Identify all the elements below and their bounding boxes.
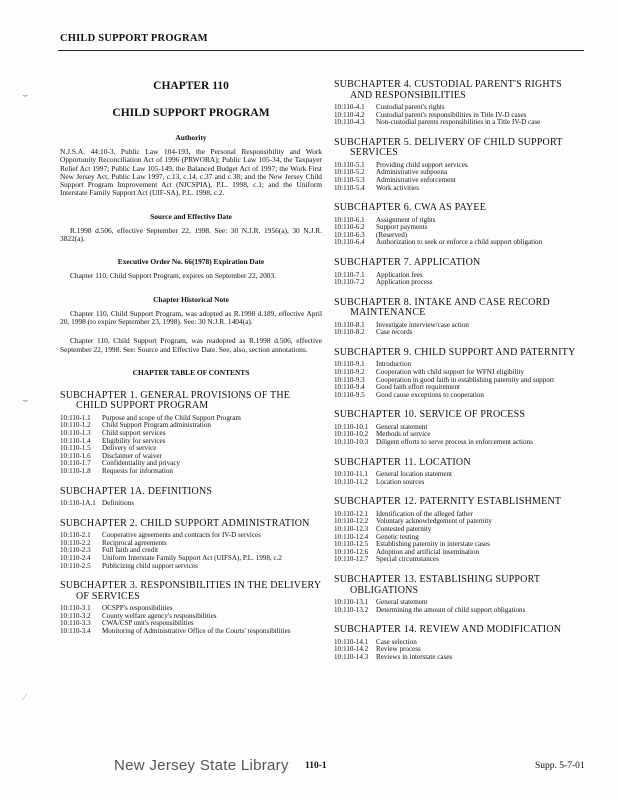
section-title: Administrative subpoena <box>376 168 448 177</box>
section-entry <box>334 279 584 287</box>
section-number: 10:110-9.2 <box>334 368 365 376</box>
section-list <box>60 415 322 476</box>
section-list <box>60 532 322 570</box>
section-entry <box>334 224 584 232</box>
section-list <box>334 104 584 127</box>
source-heading: Source and Effective Date <box>150 211 232 221</box>
section-list <box>334 599 584 614</box>
section-title: Reviews in interstate cases <box>376 652 453 661</box>
section-entry <box>334 217 584 225</box>
section-title: Uniform Interstate Family Support Act (UIFSA), P.L. 1998, c.2 <box>102 553 282 562</box>
section-number: 10:110-7.1 <box>334 270 365 279</box>
section-title: Contested paternity <box>376 525 432 534</box>
section-title: Genetic testing <box>376 532 419 541</box>
section-entry <box>334 177 584 185</box>
executive-order-heading: Executive Order No. 66(1978) Expiration Date <box>117 257 265 267</box>
section-number: 10:110-7.2 <box>334 278 365 287</box>
subchapter-title: SUBCHAPTER 5. DELIVERY OF CHILD SUPPORT SERVICES <box>334 136 563 159</box>
section-number: 10:110-2.1 <box>60 531 91 540</box>
section-number: 10:110-2.5 <box>60 561 91 570</box>
section-entry <box>334 439 584 447</box>
section-entry <box>334 526 584 534</box>
section-title: Monitoring of Administrative Office of the Courts' responsibilities <box>102 626 291 635</box>
section-number: 10:110-9.4 <box>334 383 365 392</box>
section-number: 10:110-8.1 <box>334 320 365 329</box>
section-title: Full faith and credit <box>102 546 159 555</box>
section-title: Child Support Program administration <box>102 421 211 430</box>
section-number: 10:110-2.3 <box>60 546 91 555</box>
margin-mark-bottom: ∕ <box>24 692 26 703</box>
section-entry <box>60 445 322 453</box>
section-title: Authorization to seek or enforce a child support obligation <box>376 238 543 247</box>
section-number: 10:110-3.4 <box>60 626 91 635</box>
section-number: 10:110-5.4 <box>334 183 365 192</box>
section-entry <box>60 460 322 468</box>
section-entry <box>334 479 584 487</box>
page-number: 110-1 <box>305 761 327 771</box>
section-title: Cooperation with child support for WFNJ eligibility <box>376 368 525 376</box>
section-number: 10:110-2.4 <box>60 553 91 562</box>
section-entry <box>334 556 584 564</box>
section-number: 10:110-1A.1 <box>60 499 96 508</box>
section-entry <box>60 532 322 540</box>
section-number: 10:110-11.2 <box>334 477 368 486</box>
section-title: Identification of the alleged father <box>376 509 473 518</box>
section-title: Delivery of service <box>102 444 157 453</box>
margin-mark-top: ⌣ <box>22 90 29 101</box>
section-list <box>334 322 584 337</box>
section-title: Work activities <box>376 183 419 192</box>
margin-mark-middle: ⌣ <box>22 395 29 406</box>
authority-text: N.J.S.A. 44:10-3, Public Law 104-193, the Personal Responsibility and Work Opportunity Reconciliation Act of 1996 (PRWORA); Public Law 105-34, the Taxpayer Relief Act 1997; Public Law 105-149, the Balanced Budget Act of 1997; the Work First New Jersey Act, Public Law 1997, c.13, c.14, c.37 and c.38; and the New Jersey Child Support Program Improvement Act (NJCSPIA), P.L. 1998, c.1; and the Uniform Interstate Family Support Act (UIF-SA), P.L. 1998, c.2. <box>60 147 322 198</box>
historical-note-heading: Chapter Historical Note <box>153 294 229 304</box>
section-title: Reciprocal agreements <box>102 538 167 547</box>
section-entry <box>60 438 322 446</box>
section-title: Application fees <box>376 270 423 279</box>
section-title: Administrative enforcement <box>376 175 456 184</box>
section-number: 10:110-13.2 <box>334 605 369 614</box>
section-number: 10:110-12.6 <box>334 547 369 556</box>
section-number: 10:110-1.5 <box>60 444 91 453</box>
source-text: R.1998 d.506, effective September 22, 1998. See: 30 N.J.R. 1956(a), 30 N.J.R. 3822(a). <box>60 225 322 244</box>
section-entry <box>60 563 322 571</box>
section-number: 10:110-1.3 <box>60 429 91 438</box>
section-title: Purpose and scope of the Child Support Program <box>102 413 241 422</box>
section-title: Requests for information <box>102 467 173 476</box>
subchapter-title: SUBCHAPTER 7. APPLICATION <box>334 257 481 269</box>
section-title: Application process <box>376 278 433 287</box>
section-entry <box>60 422 322 430</box>
subchapter-title: SUBCHAPTER 14. REVIEW AND MODIFICATION <box>334 624 562 636</box>
section-number: 10:110-3.2 <box>60 611 91 620</box>
section-list <box>334 424 584 447</box>
section-list <box>60 500 322 508</box>
section-number: 10:110-6.3 <box>334 230 365 239</box>
section-title: (Reserved) <box>376 230 408 239</box>
subchapter-title: SUBCHAPTER 4. CUSTODIAL PARENT'S RIGHTS AND RESPONSIBILITIES <box>334 79 562 101</box>
section-entry <box>334 162 584 170</box>
subchapter-title: SUBCHAPTER 3. RESPONSIBILITIES IN THE DELIVERY OF SERVICES <box>60 580 321 602</box>
section-number: 10:110-1.8 <box>60 467 91 476</box>
section-title: Special circumstances <box>376 555 439 564</box>
section-list <box>60 605 322 635</box>
supplement-date: Supp. 5-7-01 <box>535 761 585 771</box>
subchapter-title: SUBCHAPTER 6. CWA AS PAYEE <box>334 202 487 214</box>
section-number: 10:110-8.2 <box>334 328 365 337</box>
section-title: Cooperation in good faith in establishing paternity and support <box>376 375 555 384</box>
section-number: 10:110-14.3 <box>334 652 369 661</box>
section-entry <box>334 607 584 615</box>
section-title: Providing child support services <box>376 160 468 169</box>
section-number: 10:110-4.3 <box>334 118 365 127</box>
library-logo: New Jersey State Library <box>114 757 289 774</box>
section-title: Introduction <box>376 360 412 369</box>
left-column <box>60 80 322 647</box>
section-title: Assignment of rights <box>376 215 436 224</box>
section-title: General location statement <box>376 470 453 479</box>
section-title: Case records <box>376 328 413 337</box>
section-title: Good faith effort requirement <box>376 383 460 392</box>
section-entry <box>60 628 322 636</box>
section-title: Custodial parent's responsibilities in Title IV-D cases <box>376 110 527 119</box>
section-title: OCSPP's responsibilities <box>102 604 173 613</box>
subchapter-title: SUBCHAPTER 10. SERVICE OF PROCESS <box>334 409 526 421</box>
executive-order-text: Chapter 110, Child Support Program, expires on September 22, 2003. <box>70 271 277 281</box>
section-title: Support payments <box>376 223 428 232</box>
section-number: 10:110-9.3 <box>334 375 365 384</box>
section-number: 10:110-12.2 <box>334 517 369 526</box>
section-entry <box>334 272 584 280</box>
section-title: Publicizing child support services <box>102 561 198 570</box>
section-title: Determining the amount of child support obligations <box>376 605 526 614</box>
section-number: 10:110-12.1 <box>334 509 369 518</box>
subchapter-title: SUBCHAPTER 8. INTAKE AND CASE RECORD MAINTENANCE <box>334 296 550 319</box>
section-number: 10:110-12.5 <box>334 540 369 549</box>
section-number: 10:110-5.2 <box>334 168 365 177</box>
section-title: Establishing paternity in interstate cases <box>376 540 490 549</box>
section-entry <box>334 169 584 177</box>
section-list <box>334 162 584 192</box>
section-entry <box>334 119 584 127</box>
section-number: 10:110-4.2 <box>334 110 365 119</box>
section-title: General statement <box>376 598 428 606</box>
section-entry <box>334 549 584 557</box>
section-entry <box>60 500 322 508</box>
section-number: 10:110-12.4 <box>334 532 369 541</box>
section-entry <box>334 518 584 526</box>
section-title: Cooperative agreements and contracts for IV-D services <box>102 531 261 540</box>
section-number: 10:110-12.3 <box>334 525 369 534</box>
section-number: 10:110-14.1 <box>334 637 369 646</box>
section-entry <box>334 239 584 247</box>
section-entry <box>334 322 584 330</box>
section-number: 10:110-9.1 <box>334 360 365 369</box>
section-entry <box>60 430 322 438</box>
authority-heading: Authority <box>175 133 207 142</box>
section-title: CWA/CSP unit's responsibilities <box>102 619 194 628</box>
section-title: Custodial parent's rights <box>376 103 445 111</box>
section-title: Eligibility for services <box>102 436 166 445</box>
section-number: 10:110-1.6 <box>60 451 91 460</box>
section-list <box>334 361 584 399</box>
section-number: 10:110-1.4 <box>60 436 91 445</box>
section-entry <box>60 468 322 476</box>
section-list <box>334 511 584 564</box>
section-number: 10:110-4.1 <box>334 103 365 111</box>
section-number: 10:110-14.2 <box>334 645 369 654</box>
section-number: 10:110-12.7 <box>334 555 369 564</box>
right-toc <box>334 80 584 661</box>
section-title: Definitions <box>102 499 134 508</box>
historical-note-para-1: Chapter 110, Child Support Program, was adopted as R.1998 d.189, effective April 20, 1998 (to expire September 23, 1998). See: 30 N.J.R. 1404(a). <box>60 308 322 326</box>
section-number: 10:110-10.1 <box>334 422 369 431</box>
section-number: 10:110-5.3 <box>334 175 365 184</box>
section-title: General statement <box>376 422 428 431</box>
section-number: 10:110-9.5 <box>334 390 365 399</box>
right-column <box>334 80 584 672</box>
section-number: 10:110-5.1 <box>334 160 365 169</box>
section-title: County welfare agency's responsibilities <box>102 611 217 620</box>
section-title: Voluntary acknowledgement of paternity <box>376 517 492 526</box>
section-number: 10:110-6.1 <box>334 215 365 224</box>
section-list <box>334 217 584 247</box>
section-number: 10:110-1.7 <box>60 459 91 468</box>
section-list <box>334 272 584 287</box>
subchapter-title: SUBCHAPTER 12. PATERNITY ESTABLISHMENT <box>334 496 562 508</box>
section-number: 10:110-13.1 <box>334 598 369 606</box>
section-title: Good cause exceptions to cooperation <box>376 390 484 399</box>
section-number: 10:110-1.1 <box>60 413 91 422</box>
section-number: 10:110-1.2 <box>60 421 91 430</box>
section-entry <box>60 453 322 461</box>
section-title: Methods of service <box>376 430 431 439</box>
section-number: 10:110-6.4 <box>334 238 365 247</box>
section-title: Investigate interview/case action <box>376 320 469 329</box>
section-entry <box>334 639 584 647</box>
chapter-title: CHILD SUPPORT PROGRAM <box>112 107 270 119</box>
section-number: 10:110-3.3 <box>60 619 91 628</box>
section-entry <box>334 646 584 654</box>
section-entry <box>334 185 584 193</box>
section-entry <box>334 471 584 479</box>
section-title: Diligent efforts to serve process in enforcement actions <box>376 438 533 447</box>
section-number: 10:110-11.1 <box>334 470 368 479</box>
section-title: Location sources <box>376 477 425 486</box>
subchapter-title: SUBCHAPTER 1. GENERAL PROVISIONS OF THE CHILD SUPPORT PROGRAM <box>60 389 291 412</box>
chapter-number: CHAPTER 110 <box>153 80 229 92</box>
section-title: Confidentiality and privacy <box>102 459 181 468</box>
section-number: 10:110-2.2 <box>60 538 91 547</box>
section-title: Review process <box>376 645 421 654</box>
section-entry <box>334 329 584 337</box>
subchapter-title: SUBCHAPTER 13. ESTABLISHING SUPPORT OBLIGATIONS <box>334 574 541 596</box>
section-title: Disclaimer of waiver <box>102 451 162 460</box>
subchapter-title: SUBCHAPTER 1A. DEFINITIONS <box>60 485 213 497</box>
subchapter-title: SUBCHAPTER 11. LOCATION <box>334 456 471 468</box>
subchapter-title: SUBCHAPTER 2. CHILD SUPPORT ADMINISTRATION <box>60 517 310 529</box>
header-rule <box>58 50 584 51</box>
section-title: Adoption and artificial insemination <box>376 547 480 556</box>
section-number: 10:110-3.1 <box>60 604 91 613</box>
section-entry <box>334 392 584 400</box>
toc-heading: CHAPTER TABLE OF CONTENTS <box>132 367 250 377</box>
section-entry <box>334 654 584 662</box>
historical-note-para-2: Chapter 110, Child Support Program, was readopted as R.1998 d.506, effective September 22, 1998. See: Source and Effective Date. See, also, section annotations. <box>60 336 322 354</box>
section-number: 10:110-10.3 <box>334 438 369 447</box>
section-title: Non-custodial parents responsibilities in a Title IV-D case <box>376 118 541 127</box>
section-entry <box>334 424 584 432</box>
left-toc <box>60 391 322 636</box>
subchapter-title: SUBCHAPTER 9. CHILD SUPPORT AND PATERNITY <box>334 346 576 358</box>
section-list <box>334 639 584 662</box>
section-entry <box>60 540 322 548</box>
section-number: 10:110-6.2 <box>334 223 365 232</box>
running-head: CHILD SUPPORT PROGRAM <box>60 33 208 44</box>
section-list <box>334 471 584 486</box>
section-title: Case selection <box>376 637 417 646</box>
section-number: 10:110-10.2 <box>334 430 369 439</box>
section-title: Child support services <box>102 429 166 438</box>
